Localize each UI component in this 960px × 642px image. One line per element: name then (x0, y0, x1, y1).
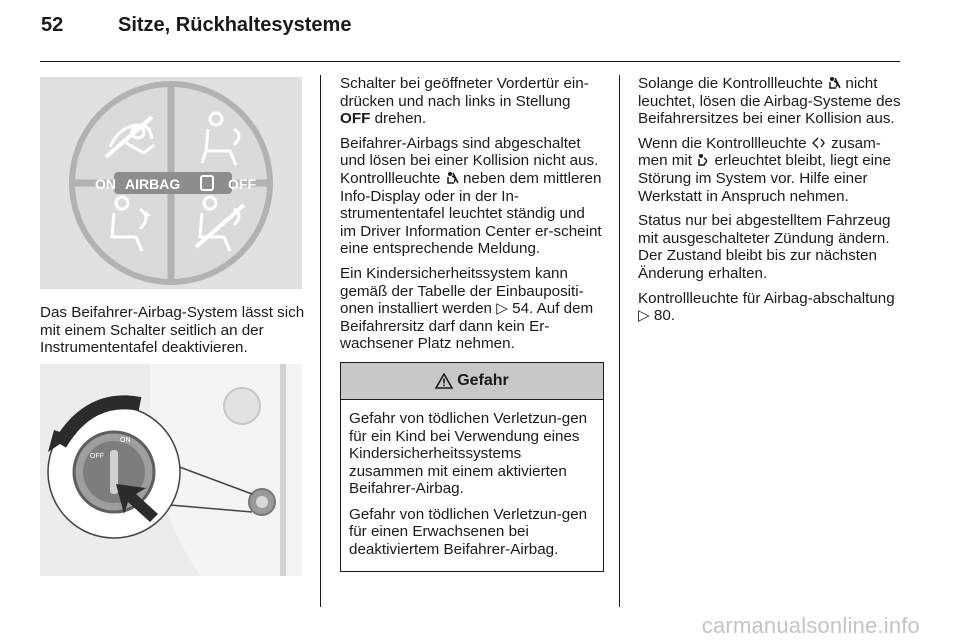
off-position-label: OFF (340, 110, 371, 128)
page-reference-80[interactable]: 80 (653, 307, 671, 325)
col3-p1-text-end: nicht leuchtet, lösen die Airbag-Systeme des Beifahrersitzes bei einer Kollision aus. (638, 75, 901, 128)
col3-p2-text-end: erleuchtet bleibt, liegt eine Störung im System vor. Hilfe einer Werkstatt in Anspruch nehmen. (638, 152, 891, 205)
airbag-off-indicator-icon (445, 171, 459, 185)
warning-paragraph-2: Gefahr von tödlichen Verletzun-gen für einen Erwachsenen bei deaktiviertem Beifahrer-Airbag. (349, 505, 588, 559)
col2-p2-text-end: neben dem mittleren Info-Display oder in der In-strumententafel leuchtet ständig und im Driver Information Center er-scheint eine entsprechende Meldung. (340, 169, 602, 258)
col3-p1-text: Solange die Kontrollleuchte (638, 75, 823, 92)
airbag-on-label: ON (95, 176, 116, 192)
col2-paragraph-1 (340, 75, 603, 128)
col3-p2-text: Wenn die Kontrollleuchte (638, 134, 807, 152)
switch-on-label: ON (120, 437, 131, 444)
text-column-right (638, 75, 901, 332)
col2-p1-text-end: drehen. (374, 110, 427, 128)
page-reference-arrow-icon: ▷ (496, 300, 508, 318)
airbag-on-indicator-icon (811, 136, 827, 150)
col3-paragraph-4 (638, 290, 901, 325)
col2-paragraph-3 (340, 265, 603, 353)
col3-paragraph-3: Status nur bei abgestelltem Fahrzeug mit ausgeschalteter Zündung ändern. Der Zustand bleibt bis zur nächsten Änderung erhalten. (638, 212, 891, 282)
page-header (0, 0, 960, 60)
col2-paragraph-2 (340, 135, 603, 258)
warning-header (341, 363, 603, 400)
col2-p1-text: Schalter bei geöffneter Vordertür ein-drücken und nach links in Stellung (340, 75, 589, 110)
col2-p3-text: Ein Kindersicherheitssystem kann gemäß der Tabelle der Einbaupositi-onen installiert werden (340, 264, 584, 318)
airbag-symbol-figure (40, 77, 302, 289)
warning-triangle-icon (435, 373, 453, 389)
warning-paragraph-1: Gefahr von tödlichen Verletzun-gen für ein Kind bei Verwendung eines Kindersicherheitssystems zusammen mit einem aktivierten Beifahrer-Airbag. (349, 409, 588, 498)
airbag-disc-illustration (40, 77, 302, 289)
col2-p3-text-end: . Auf dem Beifahrersitz darf dann kein Er-wachsener Platz nehmen. (340, 300, 594, 353)
danger-warning-box (340, 362, 604, 572)
warning-title: Gefahr (457, 372, 509, 390)
airbag-warning-light-icon (696, 153, 710, 167)
page-title: Sitze, Rückhaltesysteme (118, 14, 352, 36)
page-number: 52 (41, 14, 64, 36)
col3-p4-text: Kontrollleuchte für Airbag-abschaltung (638, 289, 895, 307)
column-divider-right (619, 75, 620, 607)
col3-p4-text-end: . (670, 307, 676, 325)
switch-location-figure (40, 364, 302, 576)
text-column-middle (340, 75, 603, 572)
col3-paragraph-1 (638, 75, 901, 128)
warning-body (341, 400, 603, 571)
column-divider-left (320, 75, 321, 607)
airbag-label: AIRBAG (125, 176, 181, 192)
col1-caption: Das Beifahrer-Airbag-System lässt sich mit einem Schalter seitlich an der Instrumententafel deaktivieren. (40, 304, 305, 357)
page-reference-arrow-icon: ▷ (638, 307, 650, 325)
watermark: carmanualsonline.info (701, 613, 920, 638)
key-switch-illustration (40, 364, 302, 576)
page-reference-54[interactable]: 54 (512, 300, 530, 318)
col2-p2-text: Beifahrer-Airbags sind abgeschaltet und lösen bei einer Kollision nicht aus. Kontrollleuchte (340, 134, 599, 187)
col3-p2-text-mid: zusam-men mit (638, 134, 881, 170)
col3-paragraph-2 (638, 135, 901, 205)
airbag-off-label: OFF (228, 176, 256, 192)
header-rule (40, 61, 900, 62)
switch-off-label: OFF (90, 453, 104, 460)
airbag-off-indicator-icon (827, 76, 841, 90)
